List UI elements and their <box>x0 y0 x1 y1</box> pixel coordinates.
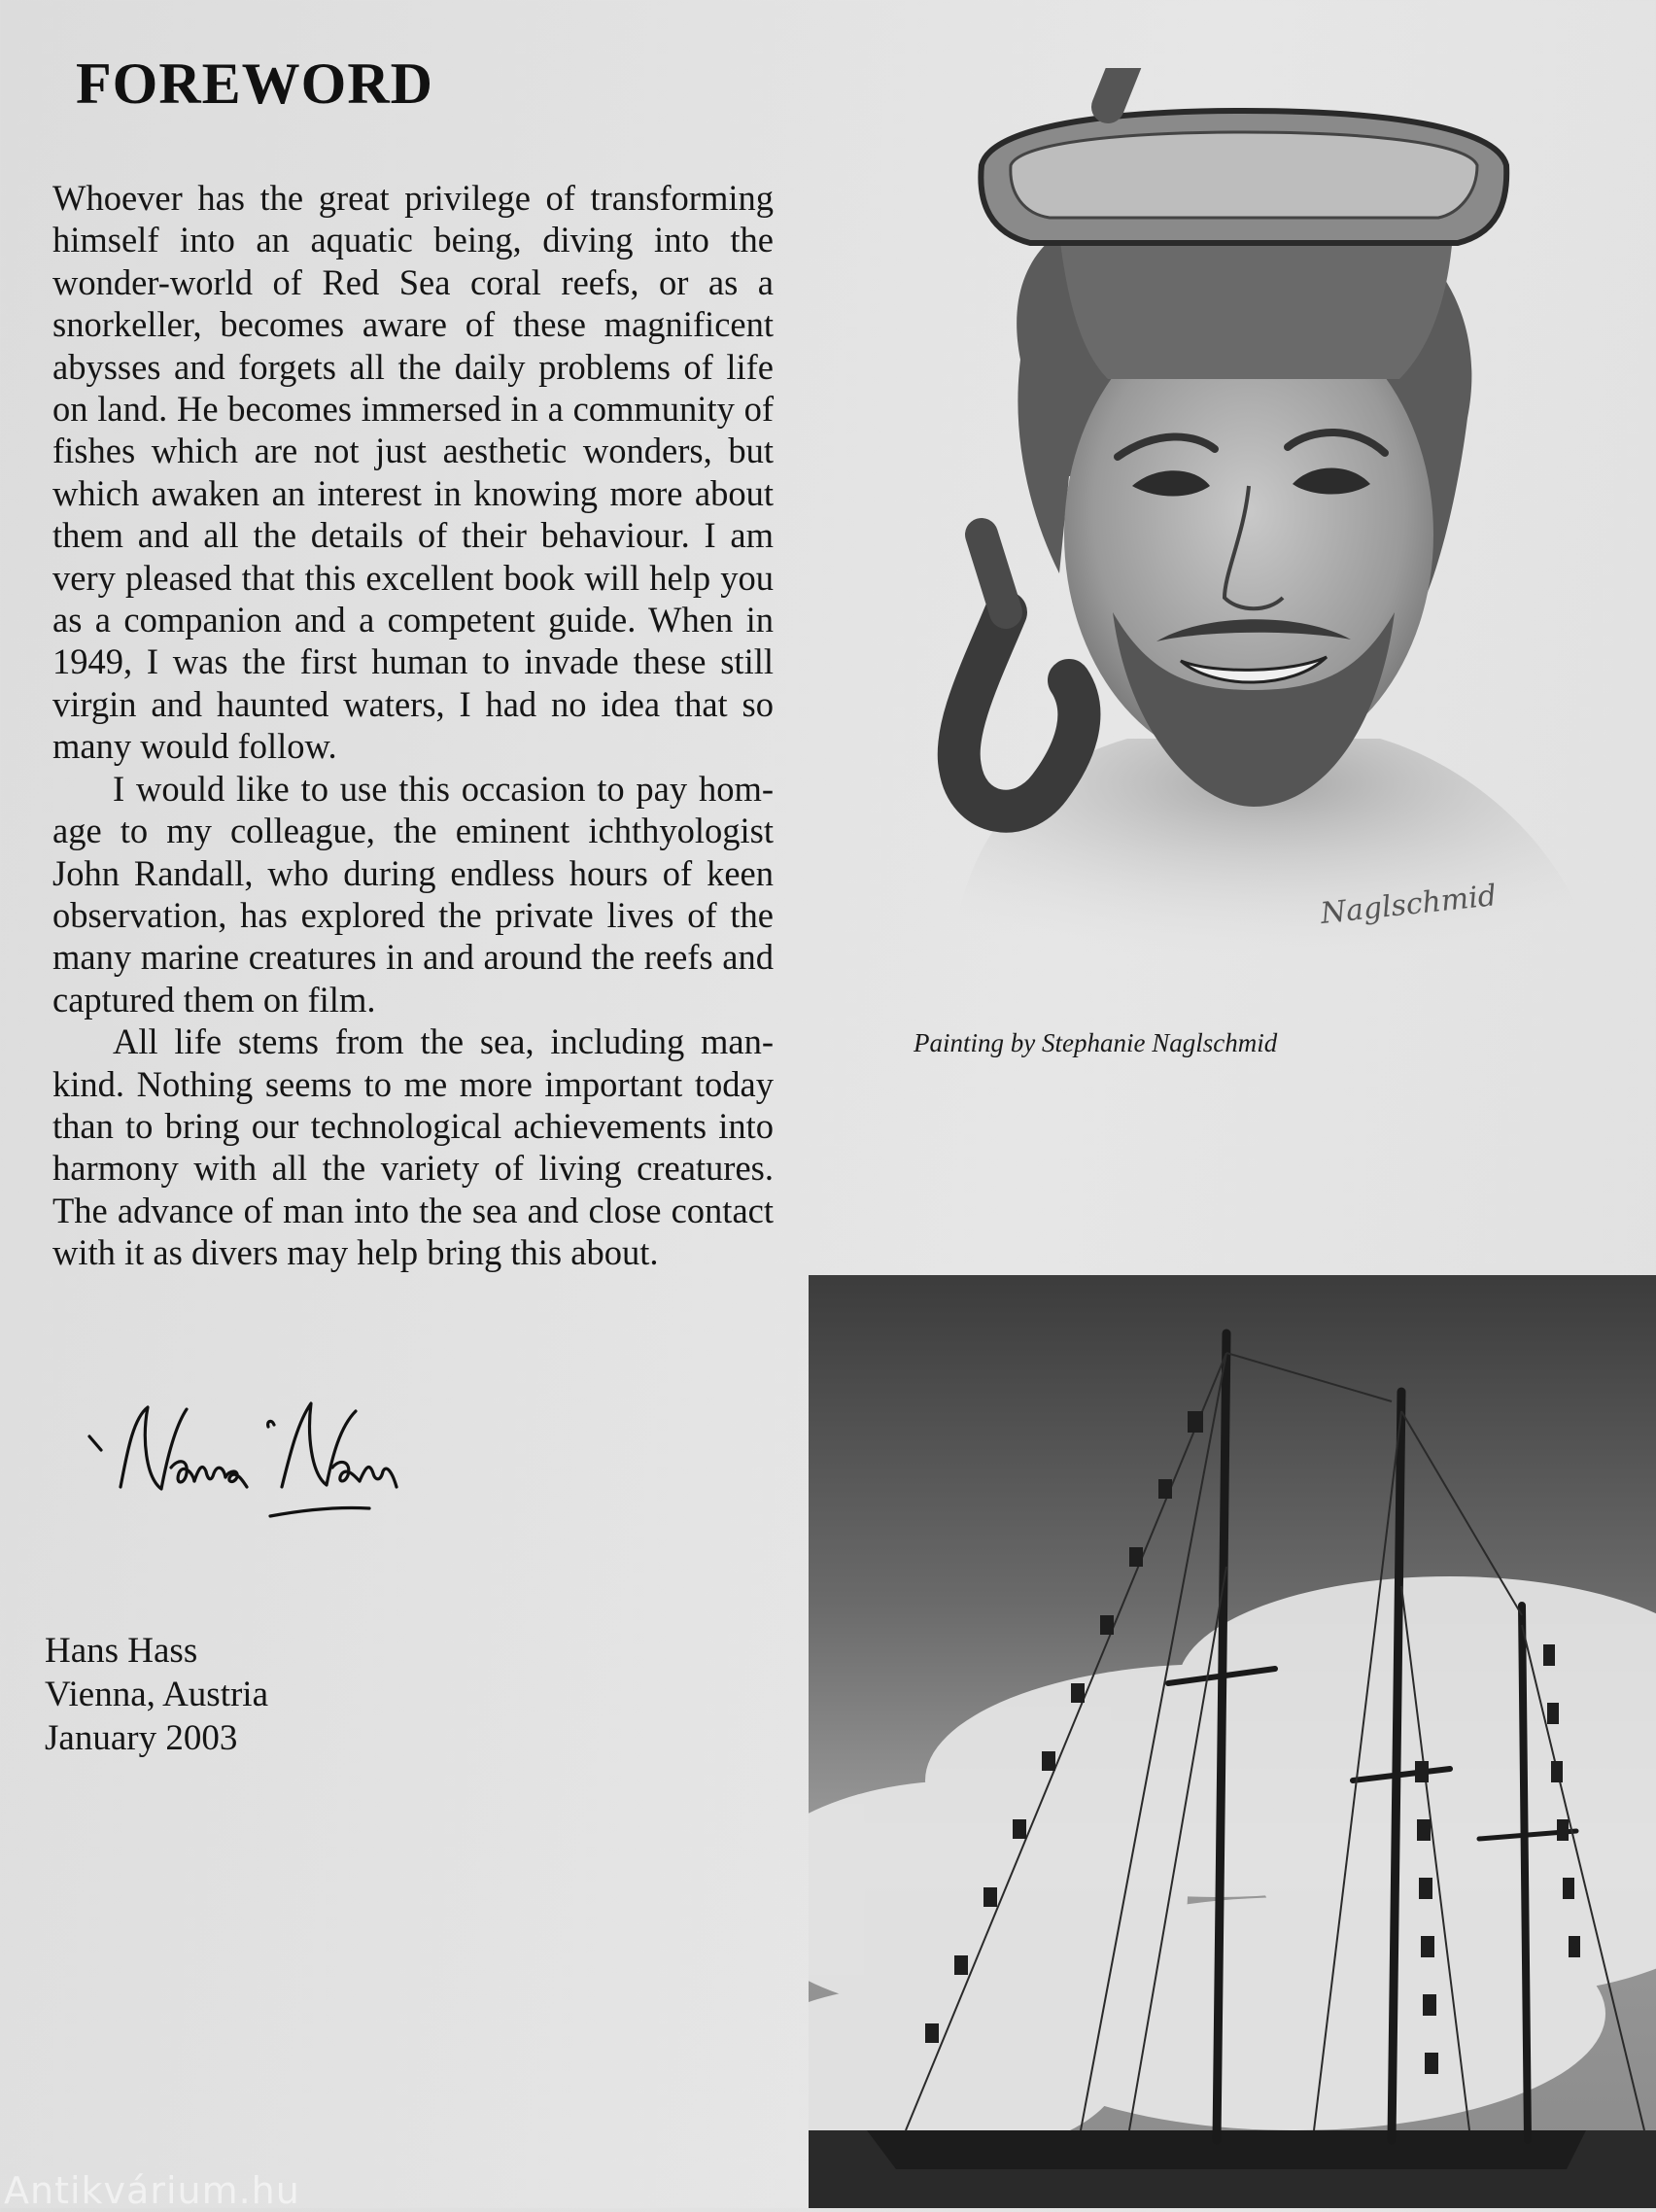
portrait-caption: Painting by Stephanie Naglschmid <box>914 1028 1278 1057</box>
signoff-place: Vienna, Austria <box>45 1675 269 1714</box>
paragraph-3: All life stems from the sea, including man-kind. Nothing seems to me more important today than to bring our technological achievements into harmony with all the variety of living creatures. The advance of man into the sea and close contact with it as divers may help bring this about. <box>52 1021 774 1273</box>
watermark: Antikvárium.hu <box>4 2169 300 2212</box>
signature-drawing <box>78 1380 505 1555</box>
author-signature <box>78 1380 505 1555</box>
page-title: FOREWORD <box>76 52 433 116</box>
signoff-block <box>45 1629 268 1760</box>
paragraph-2: I would like to use this occasion to pay hom-age to my colleague, the eminent ichthyologist John Randall, who during endless hours of keen observation, has explored the private lives of the many marine creatures in and around the reefs and captured them on film. <box>52 768 774 1020</box>
portrait-illustration <box>914 68 1594 962</box>
signoff-name: Hans Hass <box>45 1631 198 1671</box>
portrait-artist-signature: Naglschmid <box>1319 879 1499 931</box>
foreword-body <box>52 177 774 1274</box>
ship-photo-image <box>809 1275 1656 2208</box>
diver-portrait-drawing <box>914 68 1594 962</box>
sailing-ship-photo <box>809 1275 1656 2208</box>
paragraph-1: Whoever has the great privilege of transforming himself into an aquatic being, diving into the wonder-world of Red Sea coral reefs, or as a snorkeller, becomes aware of these magnificent abysses and forgets all the daily problems of life on land. He becomes immersed in a community of fishes which are not just aesthetic wonders, but which awaken an interest in knowing more about them and all the details of their behaviour. I am very pleased that this excellent book will help you as a companion and a competent guide. When in 1949, I was the first human to invade these still virgin and haunted waters, I had no idea that so many would follow. <box>52 178 774 767</box>
signoff-date: January 2003 <box>45 1718 238 1758</box>
